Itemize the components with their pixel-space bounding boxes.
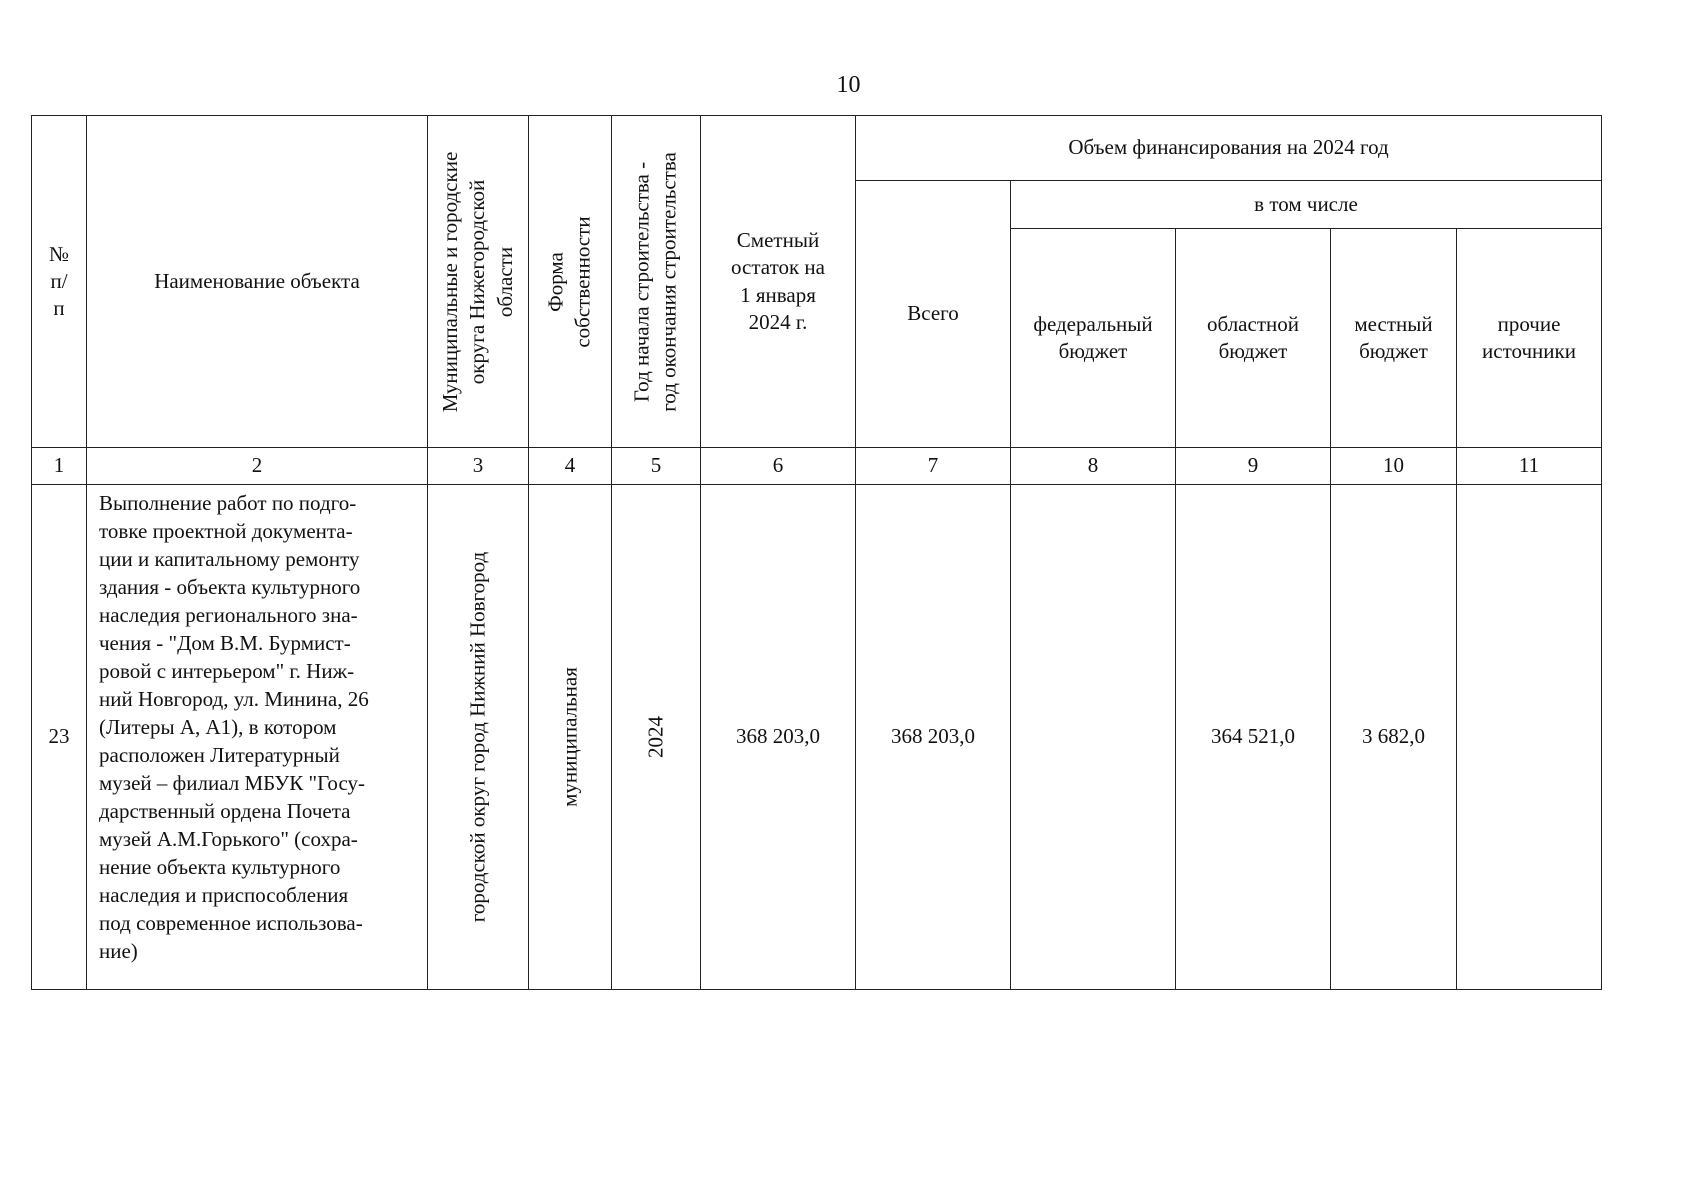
municipality-value: городской округ город Нижний Новгород [465,551,490,923]
balance-value: 368 203,0 [701,485,856,990]
header-funding: Объем финансирования на 2024 год [856,116,1602,181]
object-name-line: наследия регионального зна- [99,603,358,627]
column-number: 1 [32,448,87,485]
object-name-line: наследия и приспособления [99,883,349,907]
column-number: 9 [1176,448,1331,485]
header-num-line: п/ [50,268,68,293]
column-number-row [32,448,1602,485]
header-including: в том числе [1011,181,1602,229]
object-name-line: музей – филиал МБУК "Госу- [99,771,365,795]
page-number: 10 [836,72,861,98]
header-ownership-line: Форма [543,251,568,312]
header-other-line: прочие [1497,311,1561,336]
row-num: 23 [32,485,87,990]
object-name [87,485,428,990]
column-number: 8 [1011,448,1176,485]
object-name-line: дарственный ордена Почета [99,799,351,823]
regional-value: 364 521,0 [1176,485,1331,990]
column-number: 7 [856,448,1011,485]
header-ownership-line: собственности [571,215,595,348]
header-balance-line: 1 января [740,282,816,307]
header-name: Наименование объекта [87,116,428,448]
header-local-line: бюджет [1359,339,1428,363]
other-value [1457,485,1602,990]
header-years [612,116,701,448]
header-municipality-line: округа Нижегородской [465,179,490,384]
object-name-line: ции и капитальному ремонту [99,547,360,571]
header-federal [1011,229,1176,448]
object-name-line: под современное использова- [99,911,363,935]
header-local-line: местный [1354,311,1433,336]
header-other [1457,229,1602,448]
header-years-line: год окончания строительства [657,151,681,412]
years-value: 2024 [643,716,668,758]
object-name-line: ровой с интерьером" г. Ниж- [99,659,355,683]
header-federal-line: бюджет [1058,339,1128,363]
header-municipality [428,116,529,448]
table-row [32,485,1602,990]
header-balance-line: остаток на [731,255,825,280]
header-federal-line: федеральный [1033,311,1153,336]
header-municipality-line: области [492,246,517,317]
header-regional-line: областной [1207,311,1299,336]
object-name-line: (Литеры А, А1), в котором [99,715,337,739]
header-years-line: Год начала строительства - [629,161,654,402]
federal-value [1011,485,1176,990]
header-ownership-text [543,216,598,347]
ownership-value: муниципальная [557,667,582,807]
column-number: 11 [1457,448,1602,485]
municipality-cell [428,485,529,990]
header-num-line: № [48,241,70,266]
object-name-line: товке проектной документа- [99,519,353,543]
column-number: 4 [529,448,612,485]
header-balance-line: Сметный [736,227,820,252]
header-total: Всего [856,181,1011,448]
object-name-line: ний Новгород, ул. Минина, 26 [99,687,369,711]
header-balance [701,116,856,448]
column-number: 3 [428,448,529,485]
header-regional-line: бюджет [1218,339,1288,363]
total-value: 368 203,0 [856,485,1011,990]
column-number: 10 [1331,448,1457,485]
header-local [1331,229,1457,448]
local-value: 3 682,0 [1331,485,1457,990]
header-years-text [629,152,684,412]
object-name-line: чения - "Дом В.М. Бурмист- [99,631,351,655]
column-number: 5 [612,448,701,485]
header-num-line: п [53,296,65,321]
header-regional [1176,229,1331,448]
header-municipality-line: Муниципальные и городские [438,151,463,412]
object-name-line: Выполнение работ по подго- [99,491,357,515]
ownership-cell [529,485,612,990]
header-municipality-text [437,151,519,412]
column-number: 6 [701,448,856,485]
object-name-line: музей А.М.Горького" (сохра- [99,827,358,851]
object-name-line: ние) [99,939,138,963]
object-name-line: здания - объекта культурного [99,575,361,599]
financing-table [31,115,1602,990]
header-other-line: источники [1482,339,1576,363]
header-num [32,116,87,448]
header-ownership [529,116,612,448]
header-row-1 [32,116,1602,181]
header-balance-line: 2024 г. [748,309,808,334]
object-name-line: нение объекта культурного [99,855,341,879]
years-cell [612,485,701,990]
column-number: 2 [87,448,428,485]
object-name-line: расположен Литературный [99,743,340,767]
